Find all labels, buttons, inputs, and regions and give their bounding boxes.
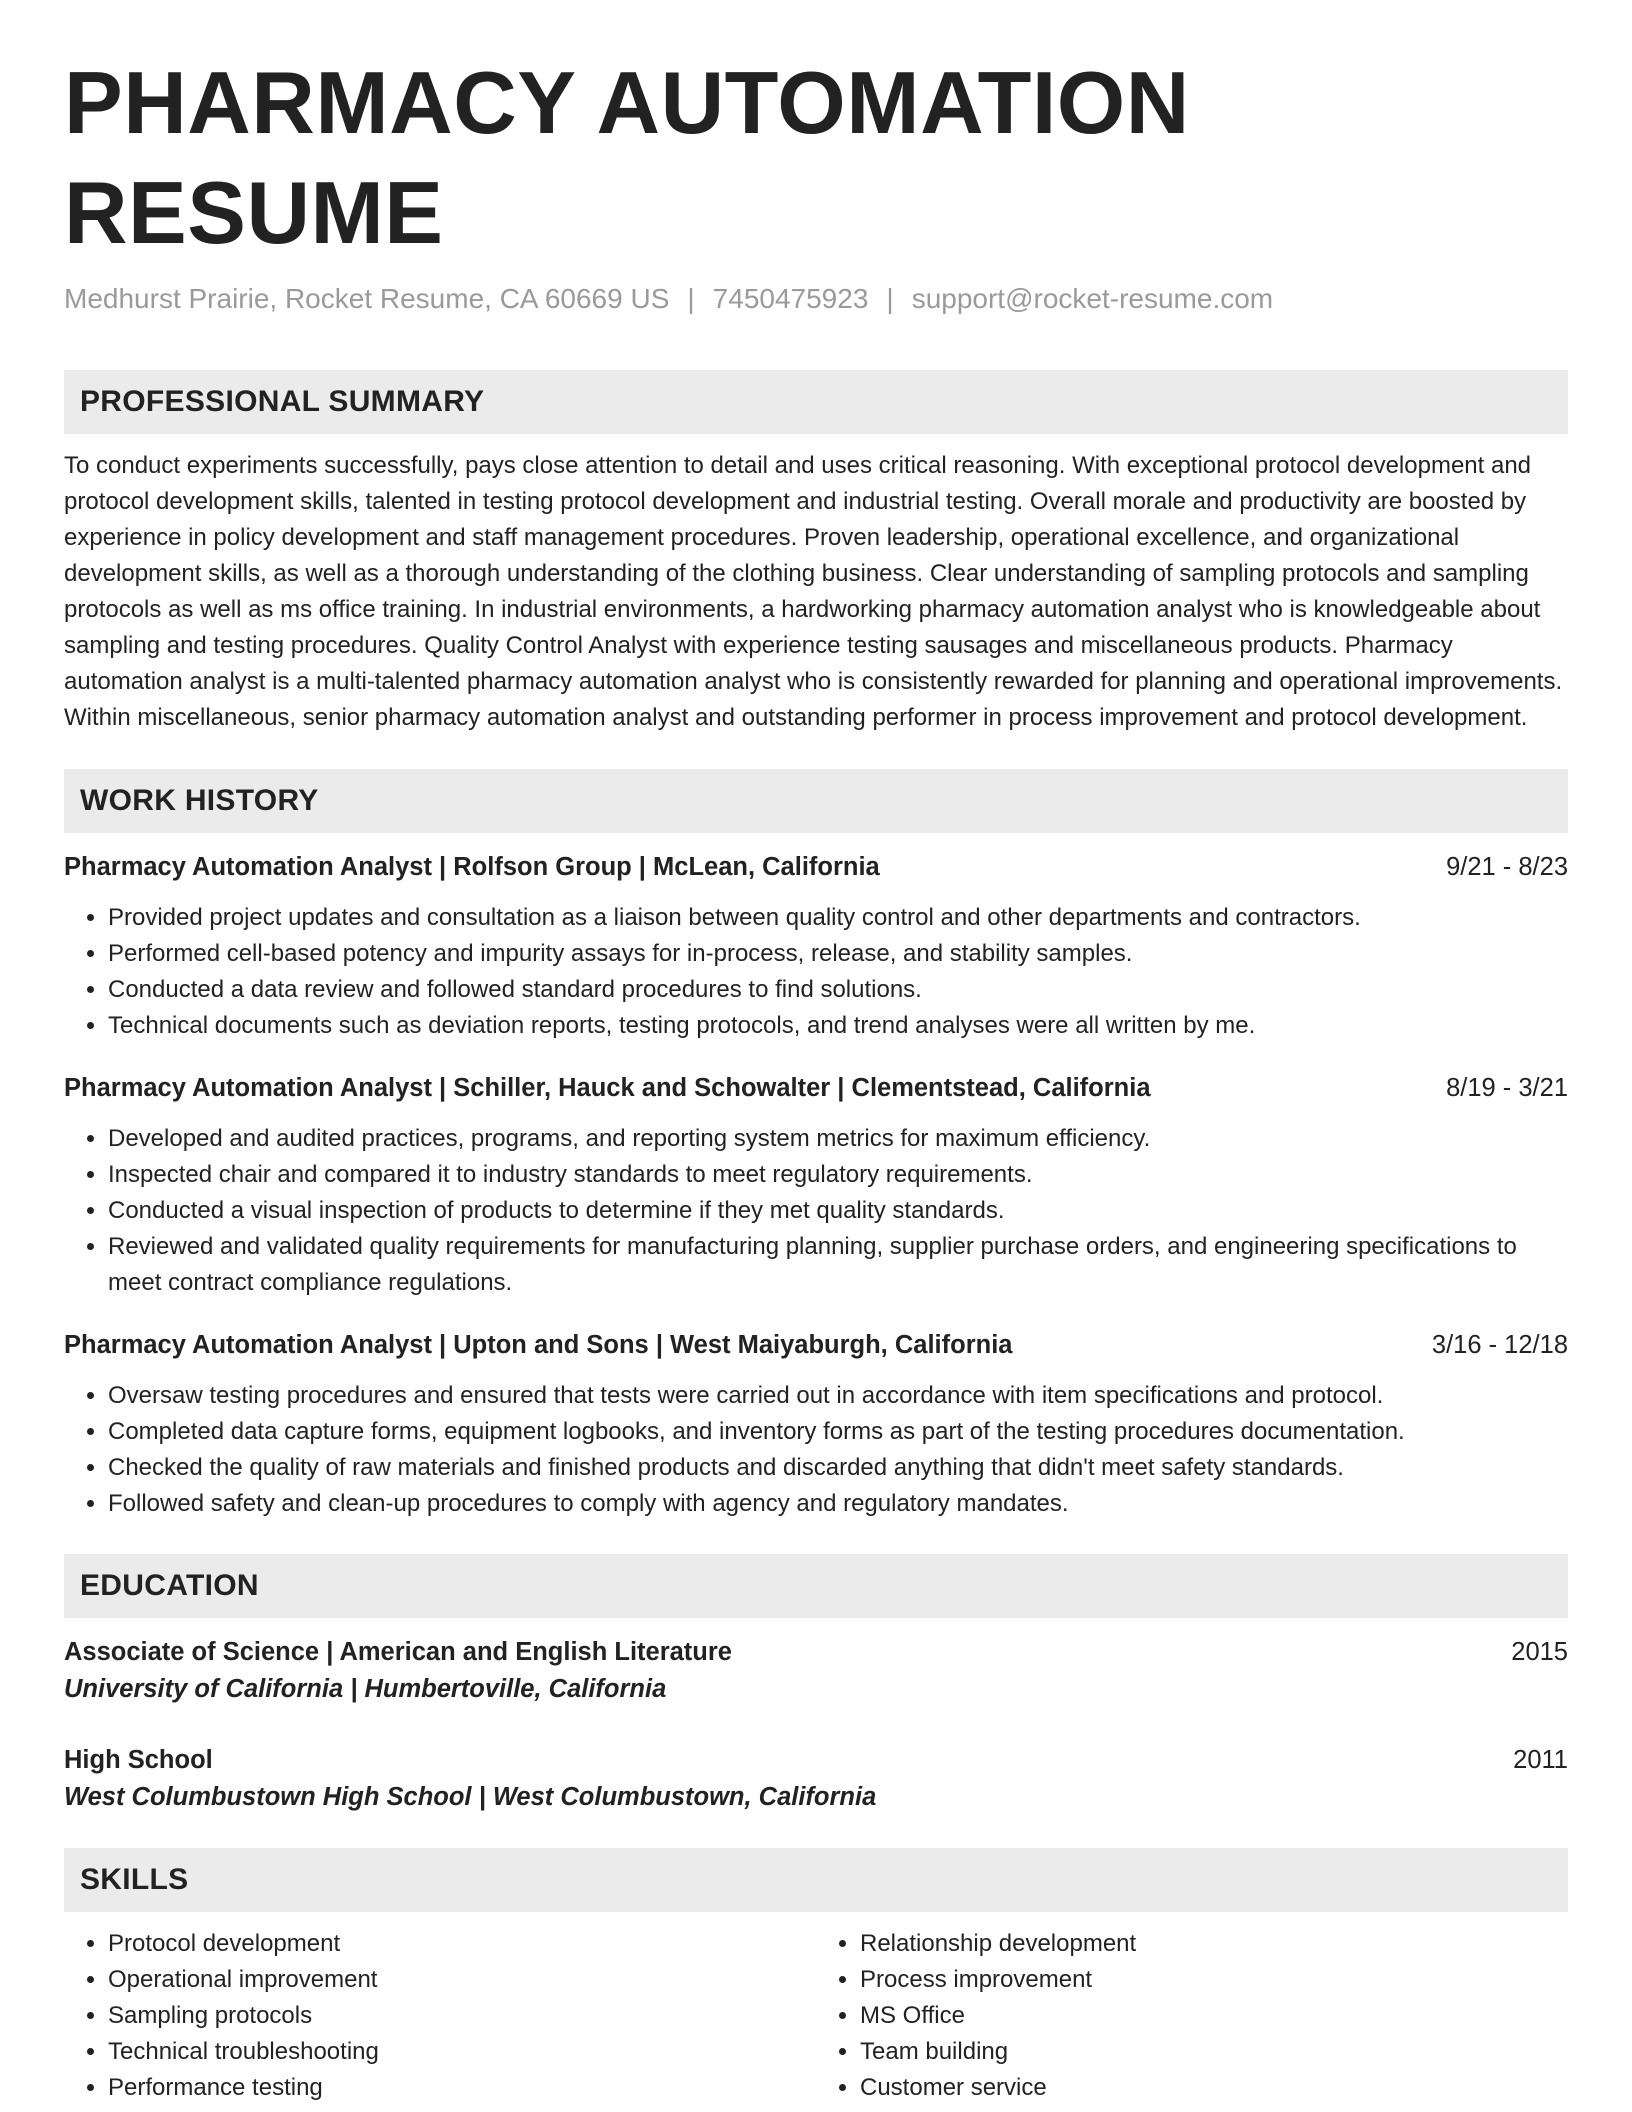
education-header [64, 1634, 1568, 1670]
job-dates: 3/16 - 12/18 [1431, 1331, 1568, 1359]
education-entry [64, 1742, 1568, 1816]
job-header [64, 1070, 1568, 1106]
skill-item: • Team building [860, 2034, 1568, 2070]
job-title: Pharmacy Automation Analyst | Schiller, Hauck and Schowalter | Clementstead, California [64, 1074, 1151, 1102]
education-school: West Columbustown High School | West Columbustown, California [64, 1783, 877, 1811]
section-header-summary: PROFESSIONAL SUMMARY [64, 370, 1568, 434]
job-bullet: • Completed data capture forms, equipment logbooks, and inventory forms as part of the testing procedures documentation. [108, 1414, 1568, 1450]
job-bullet: • Performed cell-based potency and impurity assays for in-process, release, and stability samples. [108, 936, 1568, 972]
skill-item: • MS Office [860, 1998, 1568, 2034]
skill-item: • Protocol development [108, 1926, 816, 1962]
job-bullet: • Oversaw testing procedures and ensured that tests were carried out in accordance with item specifications and protocol. [108, 1378, 1568, 1414]
job-bullets [64, 1121, 1568, 1301]
job-bullet: • Developed and audited practices, programs, and reporting system metrics for maximum efficiency. [108, 1121, 1568, 1157]
skill-item: • Performance testing [108, 2070, 816, 2106]
job-dates: 9/21 - 8/23 [1446, 853, 1568, 881]
skill-item: • Relationship development [860, 1926, 1568, 1962]
section-header-work-history: WORK HISTORY [64, 769, 1568, 833]
job-bullet: • Checked the quality of raw materials and finished products and discarded anything that didn't meet safety standards. [108, 1450, 1568, 1486]
education-school: University of California | Humbertoville, California [64, 1675, 667, 1703]
job-bullets [64, 1378, 1568, 1522]
job-entry [64, 1070, 1568, 1301]
contact-phone: 7450475923 [712, 283, 869, 314]
education-year: 2011 [1513, 1746, 1568, 1774]
education-entry [64, 1634, 1568, 1708]
job-bullet: • Provided project updates and consultation as a liaison between quality control and other departments and contractors. [108, 900, 1568, 936]
skills-column-right [816, 1926, 1568, 2106]
job-title: Pharmacy Automation Analyst | Rolfson Group | McLean, California [64, 853, 880, 881]
job-header [64, 849, 1568, 885]
education-header [64, 1742, 1568, 1778]
contact-separator: | [886, 283, 894, 314]
job-entry [64, 849, 1568, 1044]
skill-item: • Process improvement [860, 1962, 1568, 1998]
job-bullet: • Inspected chair and compared it to industry standards to meet regulatory requirements. [108, 1157, 1568, 1193]
skill-item: • Technical troubleshooting [108, 2034, 816, 2070]
job-bullet: • Conducted a visual inspection of products to determine if they met quality standards. [108, 1193, 1568, 1229]
skill-item: • Operational improvement [108, 1962, 816, 1998]
job-bullet: • Reviewed and validated quality requirements for manufacturing planning, supplier purchase orders, and engineering specifications to meet contract compliance regulations. [108, 1229, 1568, 1301]
job-bullet: • Conducted a data review and followed standard procedures to find solutions. [108, 972, 1568, 1008]
skills-list [64, 1926, 1568, 2106]
education-degree: High School [64, 1746, 213, 1774]
education-degree: Associate of Science | American and English Literature [64, 1638, 732, 1666]
job-bullets [64, 900, 1568, 1044]
skill-item: • Sampling protocols [108, 1998, 816, 2034]
job-entry [64, 1327, 1568, 1522]
contact-address: Medhurst Prairie, Rocket Resume, CA 60669 US [64, 283, 670, 314]
job-title: Pharmacy Automation Analyst | Upton and Sons | West Maiyaburgh, California [64, 1331, 1013, 1359]
job-header [64, 1327, 1568, 1363]
job-dates: 8/19 - 3/21 [1446, 1074, 1568, 1102]
job-bullet: • Technical documents such as deviation reports, testing protocols, and trend analyses were all written by me. [108, 1008, 1568, 1044]
job-bullet: • Followed safety and clean-up procedures to comply with agency and regulatory mandates. [108, 1486, 1568, 1522]
section-header-skills: SKILLS [64, 1848, 1568, 1912]
skill-item: • Customer service [860, 2070, 1568, 2106]
contact-line [64, 282, 1568, 316]
section-header-education: EDUCATION [64, 1554, 1568, 1618]
resume-title: PHARMACY AUTOMATION RESUME [64, 53, 1190, 262]
education-year: 2015 [1511, 1638, 1568, 1666]
skills-column-left [64, 1926, 816, 2106]
contact-email: support@rocket-resume.com [911, 283, 1274, 314]
contact-separator: | [687, 283, 695, 314]
summary-text: To conduct experiments successfully, pays close attention to detail and uses critical reasoning. With exceptional protocol development and protocol development skills, talented in testing protocol development and industrial testing. Overall morale and productivity are boosted by experience in policy development and staff management procedures. Proven leadership, operational excellence, and organizational development skills, as well as a thorough understanding of the clothing business. Clear understanding of sampling protocols and sampling protocols as well as ms office training. In industrial environments, a hardworking pharmacy automation analyst who is knowledgeable about sampling and testing procedures. Quality Control Analyst with experience testing sausages and miscellaneous products. Pharmacy automation analyst is a multi-talented pharmacy automation analyst who is consistently rewarded for planning and operational improvements. Within miscellaneous, senior pharmacy automation analyst and outstanding performer in process improvement and protocol development. [64, 452, 1563, 731]
